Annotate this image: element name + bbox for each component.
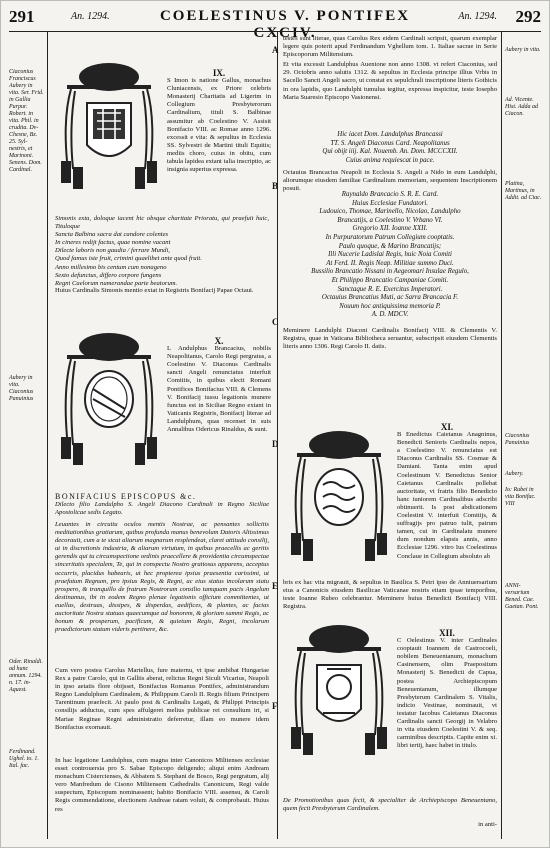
left-margin-note: Aubery in vita. Ciaconius Panuinius (9, 375, 34, 402)
entry-xi-continuation: bris ex hac vita migrauit, & sepultus in Basilica S. Petri ipso de Anniuersarium eius a Canonicis eiusdem Basilicae Vaticanae nostris etiam ipsae temporibus, teste Ioanne Rubeo celebrantur. Meminere huius Benedicti Bonifacij VIII. Registra. (283, 579, 497, 611)
section-letter-a: A (272, 45, 279, 55)
coat-of-arms-xii (283, 621, 395, 767)
entry-xii-text: C Oelestinus V. inter Cardinales cooptauit Ioannem de Castrocoeli, nobilem Beneuentanum, monachum Casinensem, olim Praepositum Monasterij S. Benedicti de Capua, postea Archiepiscopum Beneuentanum, illumque Presbyterum Cardinalem S. Vitalis, indicio Vestinae, nominauit, vt testatur Iacobus Caietanus Diaconus Cardinalis sancti Georgij in Velabro in vita eiusdem Coelestini V. & seq. carminibus descriptis. Capite enim xi. libri tertij, haec habet in titulo. (397, 637, 497, 750)
landulphus-epitaph (283, 131, 497, 165)
section-letter-d: D (272, 439, 279, 449)
section-letter-e: E (272, 581, 279, 591)
landulphus-death: Et vita excessit Landulphus Auenione non anno 1308. vt refert Ciaconius, sed 29. Octobris anno salutis 1312. & sepultus in Ecclesia principe illius Vrbis in Sacello Sancti Angeli sacro, ut constat ex sepulchrali inscriptione literis Gothicis in ora lapidis, quo Landulphi tumulus tegitur, expressa inspicitur, teste Iosepho Maria Suaresio Episcopo Vasionensi. (283, 61, 497, 101)
verse-line: In cineres redijt factus, quae nomine vacant (55, 239, 171, 247)
brancacci-inscription (283, 191, 497, 320)
inscription-line: At Ferd. II. Regis Neap. Militiae summo Duci. (326, 259, 454, 267)
inscription-line: Raynaldo Brancacio S. R. E. Card. (341, 191, 439, 198)
entry-x-intro (167, 337, 271, 434)
inscription-line: In Purpuratorum Patrum Collegium cooptatis. (325, 233, 455, 241)
header-rule (9, 31, 541, 32)
inscription-line: Bussilio Brancatio Nissani in Aegeomari Insulae Regulo, (311, 268, 469, 276)
left-margin-note: Oder. Rinaldi. ad hunc annum. 1294. n. 17. in-Aquest. (9, 659, 43, 693)
entry-xii-intro (397, 629, 497, 750)
inscription-line: Brancatijs, a Coelestino V. Vrbano VI. (337, 216, 443, 224)
coat-of-arms-xi (283, 425, 395, 571)
page-number-left: 291 (9, 7, 35, 26)
inscription-line: Huius Ecclesiae Fundatori. (352, 199, 428, 207)
catchword: in anti- (478, 821, 497, 828)
inscription-line: Nouum hoc antiquissima memoria P. (339, 302, 441, 310)
section-letter-b: B (272, 181, 279, 191)
inscription-line: Et Philippo Brancatio Campaniae Comiti. (331, 276, 449, 284)
section-letter-f: F (272, 701, 278, 711)
left-margin-note: Ferdinand. Ughel. to. 1. Ital. fac. (9, 749, 39, 769)
bonifacius-address: Dilecto filio Landulpho S. Angeli Diacono Cardinali in Regno Siciliae Apostolicae sedis Legato. (55, 501, 269, 517)
verse-line: Quod famus iste fruit, crimini quaelibet ante quod fruit. (55, 255, 202, 263)
inscription-line: Octauius Brancatius Muti, ac Sarra Brancacia F. (321, 294, 459, 302)
letters-reference: testes sunt literae, quas Carolus Rex eidem Cardinali scripsit, quarum exemplar legere quis poterit apud Ferdinandum Vghellum tom. 1. Italiae sacrae in Serie Episcoporum Militensium. (283, 35, 497, 59)
registers-paragraph: Meminere Landulphi Diaconi Cardinalis Bonifacij VIII. & Clementis V. Registra, quae in Vaticana Bibliotheca seruantur, subscripsit eiusdem Clementis literis anno 1306. Regi Carolo II. datis. (283, 327, 497, 351)
epitaph-line: Hic iacet Dom. Landulphus Brancassi (337, 131, 443, 138)
right-margin-note: Ad. Vicente. Hist. Adda ad Ciacon. (505, 97, 539, 117)
verse-line: Sexto defunctus, differo corpore fungens (55, 271, 162, 279)
right-margin-note: Io: Rubei in vita Bonifac. VIII (505, 487, 536, 507)
right-margin-rule (501, 31, 502, 839)
entry-ix-number: IX. (212, 68, 226, 78)
inscription-line: Paulo quoque, & Marino Brancatijs; (338, 242, 442, 250)
right-margin-note: Platina, Martinus, in Addit. ad Ciac. (505, 181, 542, 201)
page-title: COELESTINUS V. PONTIFEX CXCIV. (159, 8, 411, 41)
landulphus-legation-paragraph: In hac legatione Landulphus, cum magna inter Canonicos Militenses ecclesiae esset controuersia pro S. Sabae Episcopo deligendo; aliqui enim Andream monachum Cistercienses, & Abbatem S. Stephani de Bosco, Regi pergratum, alij vero Manfredum de Cisono Militensem Cathedralis Canonicum, Regi valde suspectum, Episcopum nominassent; habito Bonifacio VIII. assensu, & Caroli Regis commendatione, electionem Andreae ratam voluit, & comprobauit. Huius res (55, 757, 269, 813)
inscription-line: Ludouico, Thomae, Marinello, Nicolao, Landulpho (319, 208, 461, 216)
entry-ix-intro (167, 69, 271, 174)
entry-xi-number: XI. (440, 422, 454, 432)
entry-x-text: L Andulphus Brancacius, nobilis Neapolitanus, Carolo Regi pergratus, a Coelestino V. Diaconus Cardinalis sancti Angeli renunciatus interfuit Comitiis, in quibus electi Romani Pontifices Bonifacius VIII. & Clemens V. Bonifacij iussu legationis munere functus est in Siciliae Regno extant in Vaticanis Registris, Bonifacij literae ad Landulphum, quas recenset in suis Annalibus Odericus Rinaldus, & sunt. (167, 345, 271, 434)
verse-line: Sancta Balbina sacra dat candore colentes (55, 231, 169, 239)
right-margin-note: ANNI- versarium Bened. Cae. Gaetan. Pont. (505, 583, 539, 610)
entry-xi-text: B Enedictus Caietanus Anagninus, Benedicti Senioris Cardinalis nepos, a Coelestino V. renunciatus est Diaconus Cardinalis SS. Cosmae & Damiani. Tanta enim apud Coelestinum V. Benedictus Senior Caietanus Cardinalis pollebat auctoritate, vt fratris filio Benedicto hanc iuniorem Cardinalibus adscribi obtinuerit. Is post abdicationem Coelestini V. interfuit Comitijs, & suffragijs pro patruo tulit, patrum tamen, cui in Cardinalatu munere dum nondum elapsis annis, anno Ecclesiae 1296. vitro Ius Coelestinus Conclaue in Collegium absoluto ab (397, 431, 497, 560)
inscription-line: Gregorio XII. Ioanne XXII. (352, 225, 428, 233)
verse-line: Dilecte laboris non gaudia / ferrare Mundi, (55, 247, 170, 255)
center-column-rule (277, 31, 278, 839)
entry-xii-number: XII. (439, 628, 455, 638)
year-right: An. 1294. (458, 11, 497, 22)
left-margin-note: Ciaconius Franciscus Aubery in vita. Ser. Frid. in Gallia Purpur. Robert. in vita. Phil. in crudita. Dv-Chesne, Bz. 25. Syl-nestris, et Marinoni. Senens. Dom. Cardinal. (9, 69, 44, 173)
section-letter-c: C (272, 317, 279, 327)
inscription-line: Illi Nucerie Ladislai Regis, huic Noia Comiti (328, 251, 452, 259)
year-left: An. 1294. (71, 11, 110, 22)
entry-x-number: X. (214, 336, 224, 346)
inscription-line: Sanctaque R. E. Exercitus Imperatori. (337, 285, 443, 293)
page-number-right: 292 (515, 7, 541, 26)
right-margin-note: Ciaconius Panuinius (505, 433, 530, 446)
bonifacius-heading-block (55, 493, 269, 517)
entry-ix-text: S Imon is natione Gallus, monachus Cluniacensis, ex Priore celebris Monasterij Charitatis ad Ligerim in Collegium Presbyterorum Cardinalium, tituli S. Balbinae assumitur ab Coelestino V. Assisit Bonifacio VIII. ac Romae anno 1296. excessit e vita: & sepultus in Ecclesia SS. Sylvestri de Martini tituli Equitis; mediis choro, cuius in obitu, cum tabula lapidea extant talia inscriptio, ac insignia superius expressa. (167, 77, 271, 174)
verse-line: Simonis exta, doloque iacent hic obsque charitate Prioratu, qui praefuit huic, Tituloque (55, 215, 269, 231)
inscription-line: A. D. MDCV. (371, 311, 409, 319)
entry-xi-intro (397, 423, 497, 561)
running-header (9, 7, 541, 41)
left-margin-rule (47, 31, 48, 839)
verse-line: Regni Caelorum numerandae parte beatorum. (55, 279, 178, 287)
epitaph-line: TT. S. Angeli Diaconus Card. Neapolitanus (330, 139, 450, 147)
octavius-paragraph: Octauius Brancacius Neapoli in Ecclesia S. Angeli a Nido in eum Landulphi, aliorumque eiusdem familiae Cardinalium memoriam, sequentem Inscriptionem posuit. (283, 169, 497, 193)
entry-ix-close: Huius Cardinalis Simonis mentio extat in Registris Bonifacij Papae Octaui. (55, 287, 254, 294)
epitaph-line: Qui obijt iiij. Kal. Nouemb. An. Dom. MCCCXII. (322, 148, 458, 156)
coat-of-arms-ix (53, 57, 165, 197)
entry-xii-italic-title: De Promotionibus quas fecit, & specialiter de Archiepiscopo Beneuentano, quem fecit Presbyterum Cardinalem. (283, 797, 497, 813)
verse-line: Anno millesimo bis centum cum nonageno (55, 263, 167, 271)
epitaph-line: Cuius anima requiescat in pace. (345, 156, 435, 164)
bonifacius-letter: Leuantes in circuitu oculos mentis Nostrae, ac pensantes sollicitis meditationibus gratiarum, quibus profunda manus benevolum Datoris Altissimus decorauit, cum a te sicut aliarum magnarum resplendeat, claret attitudo consilij, ut in discretionis industria, & aliarum virtutum, in quibus praecellis ac geritis gerendis qui tu circumspectione ordinis praecellere & providentia circumspectae sinceritatis specialem, Te, qui in conspectu Nostro gratiosus apparens, acceptus occurris, placidus habearis, ut hec propterea ipsius praesentia carissimi, ut praefatum Regnum, pro ipsius Regis, & Regni, ac eius status incolarum statu prospero, & tranquillo de fratrum Nostrorum consilio tamquam pacis Angelum destinamus, ibi in eodem Regno plenae legationis officium committentes, ut euellas, destruas, dissipes, & disperdas, aedifices, & plantes, ac facias auctoritate Nostra statuas quaecumque ad honorem, & gloriam summi Regis, ac bonum & prosperum, pacificum, & quietum Regis, Regni, incolarum praedictorum statum videris pertinere, &c. (55, 521, 269, 634)
entry-ix-epitaph (55, 215, 269, 288)
coat-of-arms-x (53, 327, 165, 475)
carolus-paragraph: Cum vero postea Carolus Martellus, fure maternu, vt ipse ambibat Hungariae Rex a patre Carolo, qui in Galliis aberat, relictus Regni Siculi Vicarius, Neapoli in ipso aetatis flore obijsset, Bonifacius Romanus Pontifex, administrandum Regno Landulphum Cardinalem, & Philippum Caroli II. Regis filium Principem Tarentinum praefecit. At paulo post & Cardinalis Legati, & Philippi Principis consilijs adductus, cum spes affulgeret melius publicae rei consultum iri, si Mariae Reginae Regni administratio deferretur, illam eo munere idem Bonifacius exornauit. (55, 667, 269, 731)
right-top-paragraph (283, 35, 497, 104)
right-margin-note: Aubery in vita. (505, 47, 541, 53)
right-margin-note: Aubery. (505, 471, 524, 477)
bonifacius-heading: BONIFACIUS EPISCOPUS &c. (55, 492, 197, 501)
